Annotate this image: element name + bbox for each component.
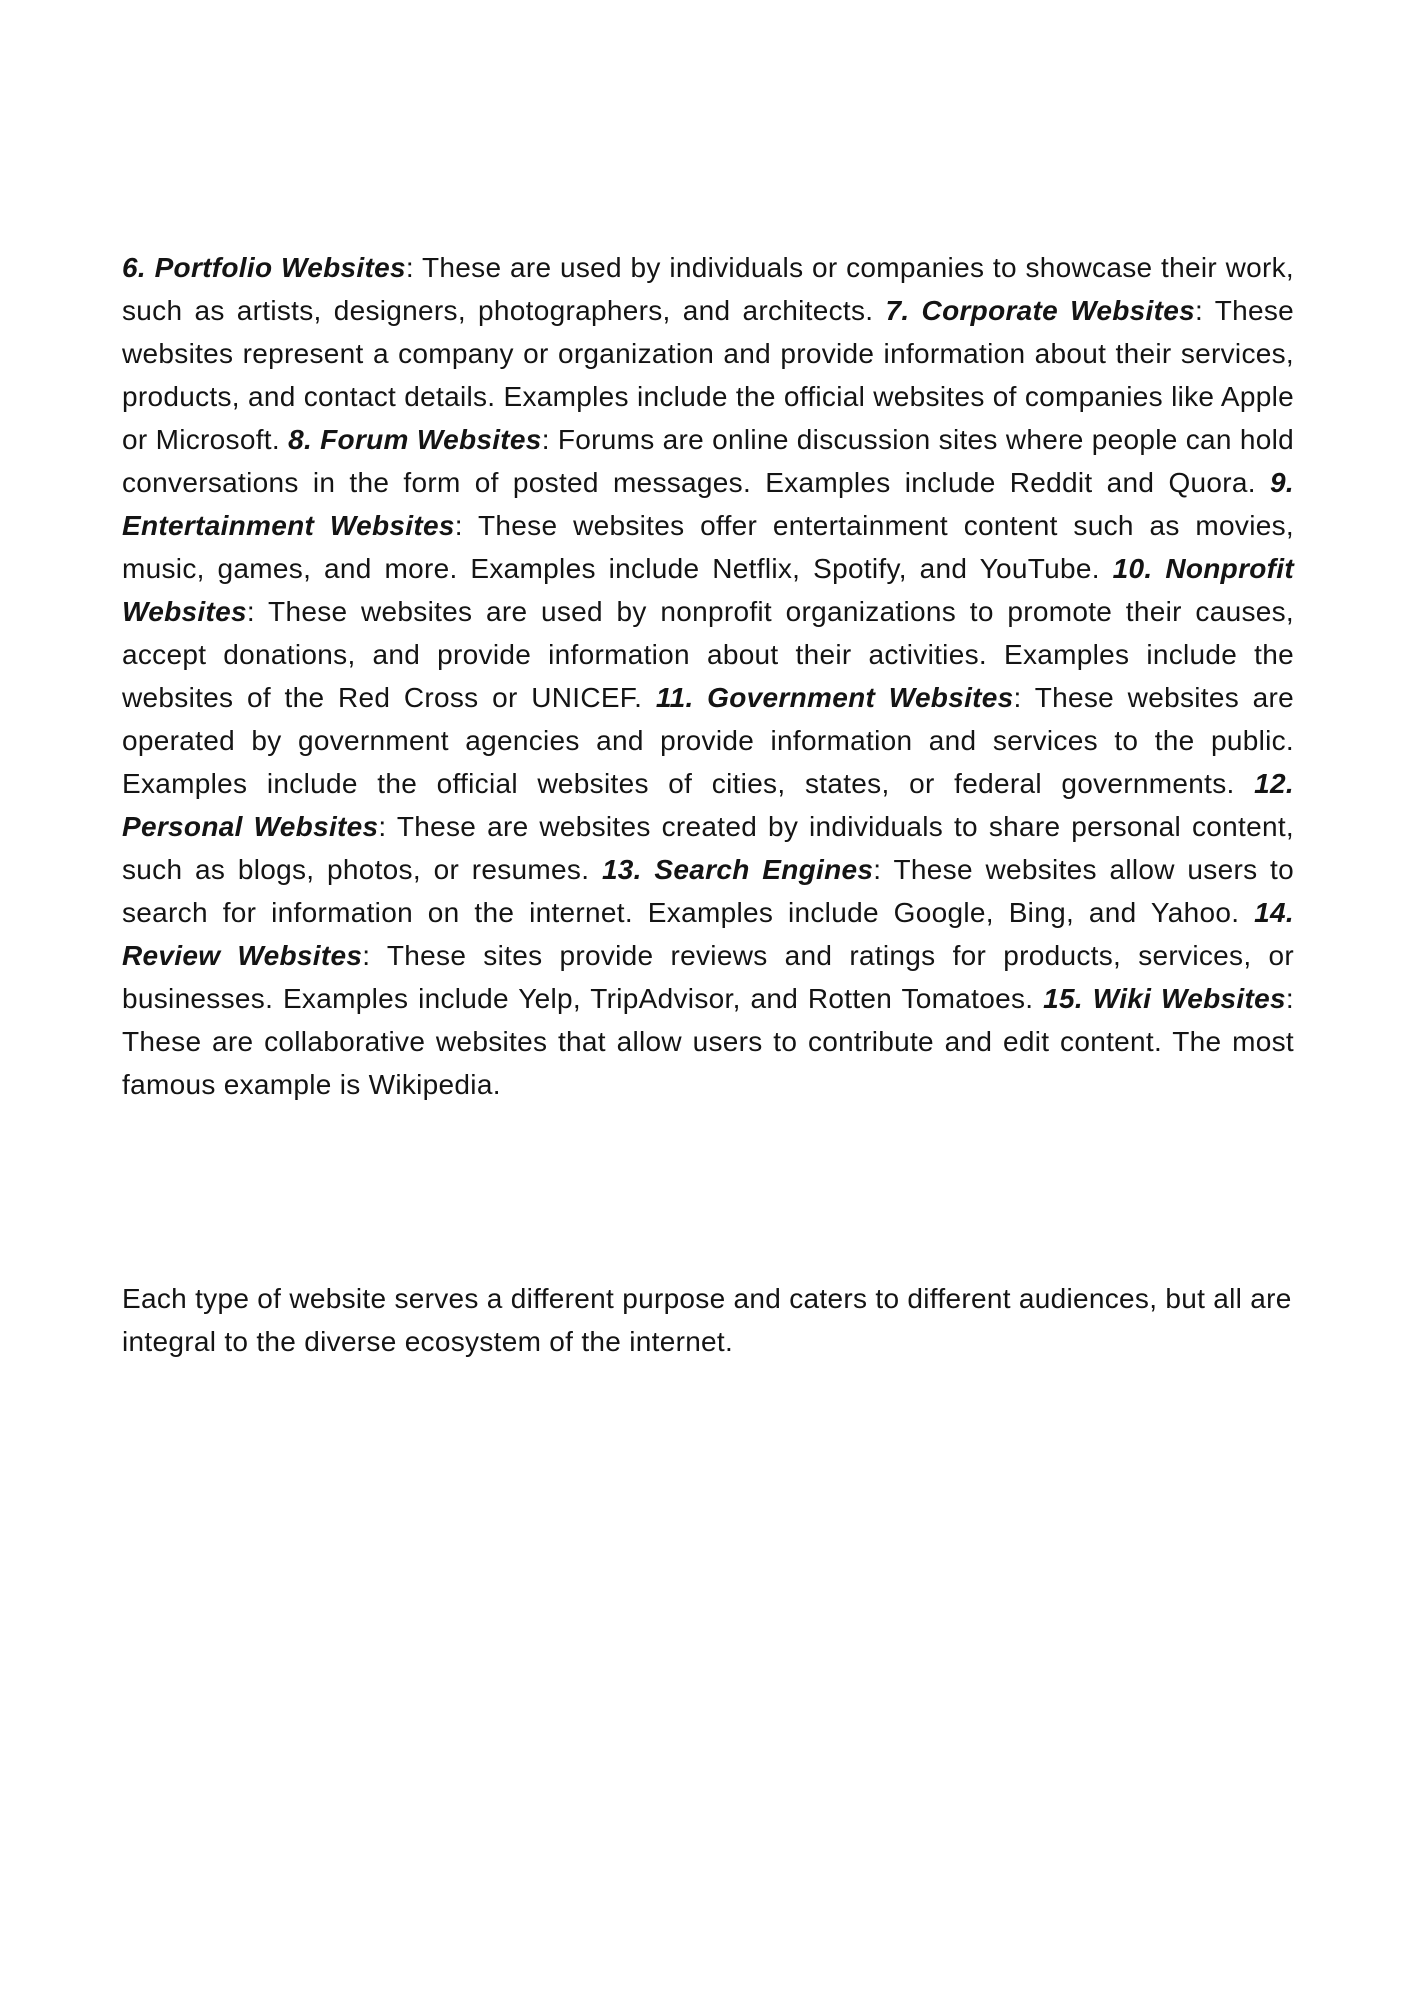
text-segment: : These websites are operated by government agencies and provide information and services to the public. Examples include the official websites of cities, states, or federal governments. [122, 682, 1294, 799]
website-type-heading: 11. Government Websites [655, 682, 1014, 713]
text-segment: : Forums are online discussion sites where people can hold conversations in the form of posted messages. Examples include Reddit and Quora. [122, 424, 1294, 498]
text-segment: : These are websites created by individuals to share personal content, such as blogs, photos, or resumes. [122, 811, 1294, 885]
website-type-heading: 7. Corporate Websites [885, 295, 1195, 326]
website-type-heading: 12. Personal Websites [122, 768, 1294, 842]
text-segment: : These websites offer entertainment content such as movies, music, games, and more. Examples include Netflix, Spotify, and YouTube. [122, 510, 1294, 584]
website-type-heading: 8. Forum Websites [288, 424, 542, 455]
body-paragraph-summary: Each type of website serves a different purpose and caters to different audiences, but all are integral to the diverse ecosystem of the internet. [122, 1283, 1292, 1357]
text-segment: : These are collaborative websites that allow users to contribute and edit content. The most famous example is Wikipedia. [122, 983, 1294, 1100]
website-type-heading: 15. Wiki Websites [1043, 983, 1286, 1014]
text-segment: : These websites are used by nonprofit organizations to promote their causes, accept donations, and provide information about their activities. Examples include the websites of the Red Cross or UNICEF. [122, 596, 1294, 713]
text-segment: : These websites represent a company or organization and provide information about their services, products, and contact details. Examples include the official websites of companies like Apple or Microsoft. [122, 295, 1295, 455]
website-type-heading: 10. Nonprofit Websites [122, 553, 1295, 627]
text-segment: : These sites provide reviews and ratings for products, services, or businesses. Examples include Yelp, TripAdvisor, and Rotten Tomatoes. [122, 940, 1294, 1014]
website-type-heading: 9. Entertainment Websites [122, 467, 1294, 541]
text-segment: : These websites allow users to search for information on the internet. Examples include Google, Bing, and Yahoo. [122, 854, 1295, 928]
body-paragraph-website-types [122, 246, 1294, 1106]
text-segment: : These are used by individuals or companies to showcase their work, such as artists, designers, photographers, and architects. [122, 252, 1294, 326]
website-type-heading: 13. Search Engines [601, 854, 874, 885]
website-type-heading: 6. Portfolio Websites [122, 252, 406, 283]
website-type-heading: 14. Review Websites [122, 897, 1294, 971]
